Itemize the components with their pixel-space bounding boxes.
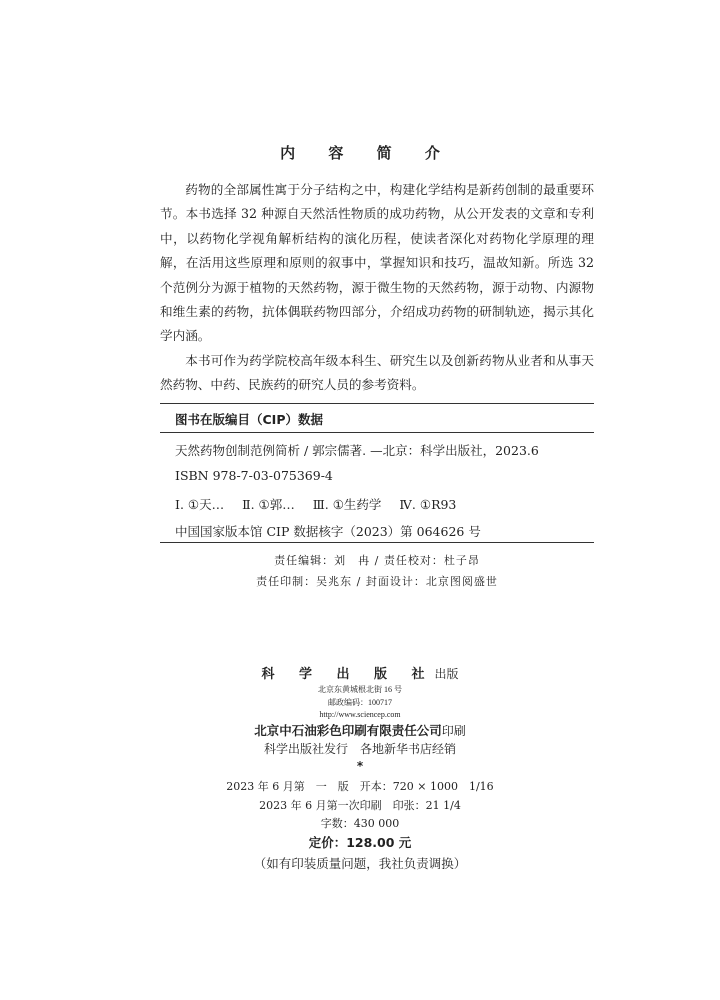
cip-data-number: 中国国家版本馆 CIP 数据核字（2023）第 064626 号 [175,524,481,539]
classification-2: Ⅱ. ①郭… [242,497,295,512]
printing-info: 2023 年 6 月第一次印刷 印张：21 1/4 [259,799,461,812]
price: 定价：128.00 元 [308,835,412,850]
edition-info: 2023 年 6 月第 一 版 开本：720 × 1000 1/16 [226,780,494,793]
publisher-line [0,663,720,682]
publisher-name-suffix: 出版 [434,667,459,681]
quality-notice: （如有印装质量问题，我社负责调换） [253,856,467,871]
publisher-name: 科 学 出 版 社 [261,667,435,682]
publisher-address: 北京东黄城根北街 16 号 [318,685,402,694]
page-title: 内 容 简 介 [280,144,454,162]
classification-3: Ⅲ. ①生药学 [312,497,382,512]
separator-asterisk: * [356,759,364,773]
staff-editors: 责任编辑：刘 冉 / 责任校对：杜子昂 [274,554,480,567]
abstract-paragraph-2: 本书可作为药学院校高年级本科生、研究生以及创新药物从业者和从事天然药物、中药、民族药的研究人员的参考资料。 [160,352,594,393]
distribution: 科学出版社发行 各地新华书店经销 [263,742,456,756]
cip-isbn: ISBN 978-7-03-075369-4 [175,468,333,483]
cip-book-line: 天然药物创制范例简析 / 郭宗儒著. —北京：科学出版社，2023.6 [175,443,539,458]
printer-suffix: 印刷 [441,724,466,738]
staff-production: 责任印制：吴兆东 / 封面设计：北京图阅盛世 [256,575,498,588]
printer-line [0,720,720,739]
cip-bottom-rule [160,542,594,543]
abstract [160,178,594,398]
publisher-url: http://www.sciencep.com [319,710,401,719]
cip-classifications [175,495,470,513]
classification-4: Ⅳ. ①R93 [399,497,457,512]
publisher-postcode: 邮政编码：100717 [328,698,392,707]
classification-1: Ⅰ. ①天… [175,497,225,512]
printer-name: 北京中石油彩色印刷有限责任公司 [254,723,442,738]
cip-heading-rule [160,432,594,433]
cip-top-rule [160,403,594,404]
cip-heading: 图书在版编目（CIP）数据 [175,412,323,427]
abstract-paragraph-1: 药物的全部属性寓于分子结构之中，构建化学结构是新药创制的最重要环节。本书选择 32 种源自天然活性物质的成功药物，从公开发表的文章和专利中，以药物化学视角解析结构的演化历程，使读者深化对药物化学原理的理解，在活用这些原理和原则的叙事中，掌握知识和技巧，温故知新。所选 32 个范例分为源于植物的天然药物，源于微生物的天然药物，源于动物、内源物和维生素的药物，抗体偶联药物四部分，介绍成功药物的研制轨迹，揭示其化学内涵。 [160,182,594,344]
word-count: 字数：430 000 [320,817,400,830]
